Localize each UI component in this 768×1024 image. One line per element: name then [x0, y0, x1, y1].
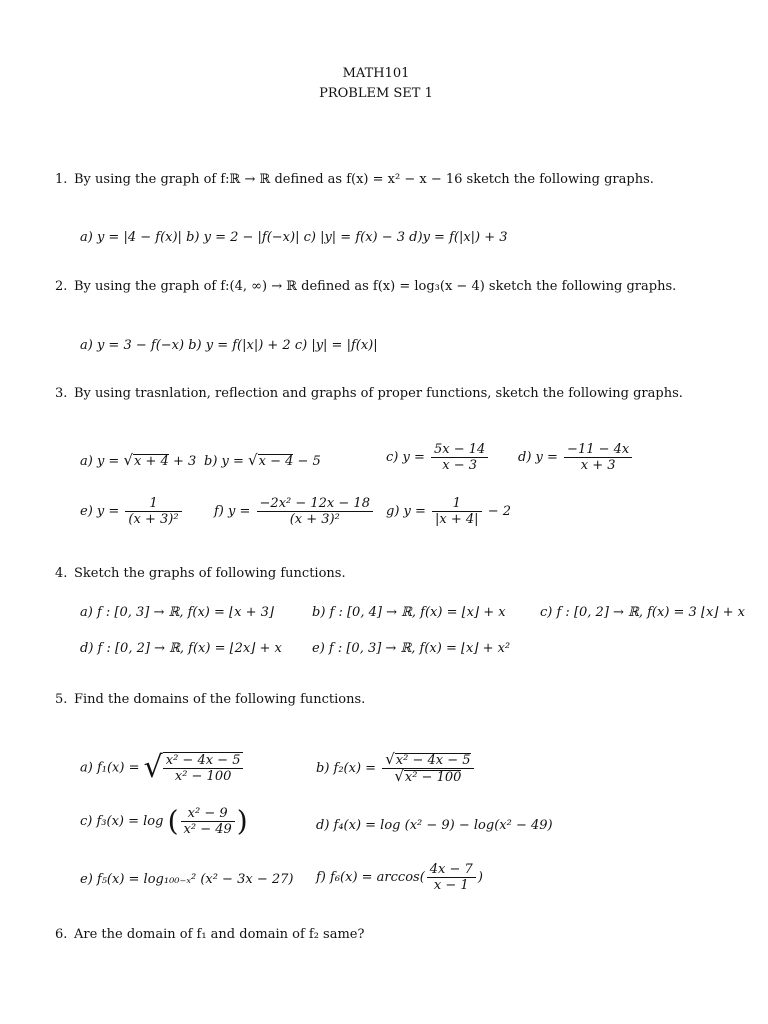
- q5-c-numerator: x² − 9: [181, 806, 235, 822]
- q3-b-tail: − 5: [297, 454, 321, 469]
- q3-f-numerator: −2x² − 12x − 18: [257, 496, 373, 512]
- q5-c-label: c) f₃(x) = log: [80, 814, 164, 829]
- q3-number: 3.: [55, 386, 68, 401]
- q4-part-c: c) f : [0, 2] → ℝ, f(x) = 3 ⌊x⌋ + x: [540, 605, 745, 620]
- q2-text: By using the graph of f:(4, ∞) → ℝ defined as f(x) = log₃(x − 4) sketch the following graphs.: [74, 279, 677, 294]
- sqrt-icon: √: [123, 451, 134, 469]
- q1-number: 1.: [55, 172, 68, 187]
- q5-b-denominator: [382, 769, 473, 785]
- q3-f-denominator: (x + 3)²: [289, 512, 340, 527]
- q5-part-c: [80, 806, 248, 837]
- q3-f-fraction: [257, 496, 373, 527]
- q3-g-numerator: 1: [432, 496, 482, 512]
- q3-g-tail: − 2: [487, 504, 512, 519]
- q3-b-radicand: x − 4: [258, 454, 294, 469]
- q4-part-e: e) f : [0, 3] → ℝ, f(x) = ⌊x⌋ + x²: [312, 641, 511, 656]
- q5-b-denominator-radicand: x² − 100: [404, 770, 462, 785]
- q5-a-denominator: x² − 100: [174, 769, 232, 784]
- q5-part-a: [80, 752, 245, 784]
- q5-b-label: b) f₂(x) =: [316, 761, 377, 776]
- q3-a-radicand: x + 4: [134, 454, 169, 469]
- q5-a-numerator: x² − 4x − 5: [163, 753, 244, 769]
- q5-f-label: f) f₆(x) = arccos(: [316, 870, 425, 885]
- q5-number: 5.: [55, 692, 68, 707]
- q5-c-fraction: [181, 806, 235, 837]
- q3-part-g: [386, 496, 511, 527]
- q3-part-e: [80, 496, 184, 527]
- q3-e-fraction: [125, 496, 181, 527]
- q5-b-numerator-radicand: x² − 4x − 5: [395, 753, 471, 768]
- q2-parts: a) y = 3 − f(−x) b) y = f(|x|) + 2 c) |y| = |f(x)|: [80, 338, 378, 353]
- q4-text: Sketch the graphs of following functions.: [74, 566, 346, 581]
- q3-c-denominator: x − 3: [442, 458, 478, 473]
- left-paren-icon: (: [167, 804, 179, 838]
- q3-part-f: [214, 496, 375, 527]
- q3-part-a: [80, 452, 196, 470]
- q3-g-denominator: |x + 4|: [435, 512, 479, 527]
- q4-part-d: d) f : [0, 2] → ℝ, f(x) = ⌊2x⌋ + x: [80, 641, 282, 656]
- q3-part-c: [386, 442, 490, 473]
- q4-part-b: b) f : [0, 4] → ℝ, f(x) = ⌊x⌋ + x: [312, 605, 506, 620]
- q3-d-label: d) y =: [518, 450, 558, 465]
- sqrt-icon: √: [248, 451, 258, 469]
- q4-number: 4.: [55, 566, 68, 581]
- q3-d-denominator: x + 3: [580, 458, 616, 473]
- q3-b-label: b) y =: [204, 454, 244, 469]
- q5-f-fraction: [427, 862, 476, 893]
- q3-e-denominator: (x + 3)²: [128, 512, 179, 527]
- q3-a-tail: + 3: [172, 454, 197, 469]
- q4-part-a: a) f : [0, 3] → ℝ, f(x) = ⌊x + 3⌋: [80, 605, 274, 620]
- q6-number: 6.: [55, 927, 68, 942]
- q1-text: By using the graph of f:ℝ → ℝ defined as f(x) = x² − x − 16 sketch the following graphs.: [74, 172, 654, 187]
- q5-part-b: [316, 752, 476, 785]
- q5-part-d: d) f₄(x) = log (x² − 9) − log(x² − 49): [316, 818, 553, 833]
- q3-d-numerator: −11 − 4x: [564, 442, 632, 458]
- q3-e-label: e) y =: [80, 504, 120, 519]
- q3-e-numerator: 1: [125, 496, 181, 512]
- q3-g-fraction: [432, 496, 482, 527]
- q3-g-label: g) y =: [386, 504, 426, 519]
- q6-text: Are the domain of f₁ and domain of f₂ same?: [74, 927, 365, 942]
- sqrt-icon: √: [394, 767, 404, 785]
- q5-b-fraction: [382, 752, 473, 785]
- q5-a-fraction: [163, 752, 244, 784]
- sqrt-icon: √: [385, 750, 395, 768]
- q5-f-tail: ): [477, 870, 483, 885]
- q3-a-label: a) y =: [80, 454, 120, 469]
- q2-number: 2.: [55, 279, 68, 294]
- q1-parts: a) y = |4 − f(x)| b) y = 2 − |f(−x)| c) |y| = f(x) − 3 d)y = f(|x|) + 3: [80, 230, 508, 245]
- q5-a-label: a) f₁(x) =: [80, 760, 140, 776]
- q5-f-numerator: 4x − 7: [427, 862, 476, 878]
- course-code: MATH101: [342, 66, 410, 81]
- q3-part-d: [518, 442, 634, 473]
- q3-c-label: c) y =: [386, 450, 425, 465]
- sqrt-icon: √: [143, 750, 163, 785]
- q3-f-label: f) y =: [214, 504, 251, 519]
- q5-part-f: [316, 862, 483, 893]
- q5-f-denominator: x − 1: [433, 878, 469, 893]
- q3-d-fraction: [564, 442, 632, 473]
- q3-part-b: [204, 452, 321, 470]
- q3-c-numerator: 5x − 14: [431, 442, 488, 458]
- q5-c-denominator: x² − 49: [183, 822, 232, 837]
- q5-text: Find the domains of the following functions.: [74, 692, 366, 707]
- q5-part-e: e) f₅(x) = log₁₀₀₋ₓ² (x² − 3x − 27): [80, 872, 294, 887]
- q3-text: By using trasnlation, reflection and graphs of proper functions, sketch the following graphs.: [74, 386, 683, 401]
- right-paren-icon: ): [236, 804, 248, 838]
- q3-c-fraction: [431, 442, 488, 473]
- page-title: PROBLEM SET 1: [319, 86, 433, 101]
